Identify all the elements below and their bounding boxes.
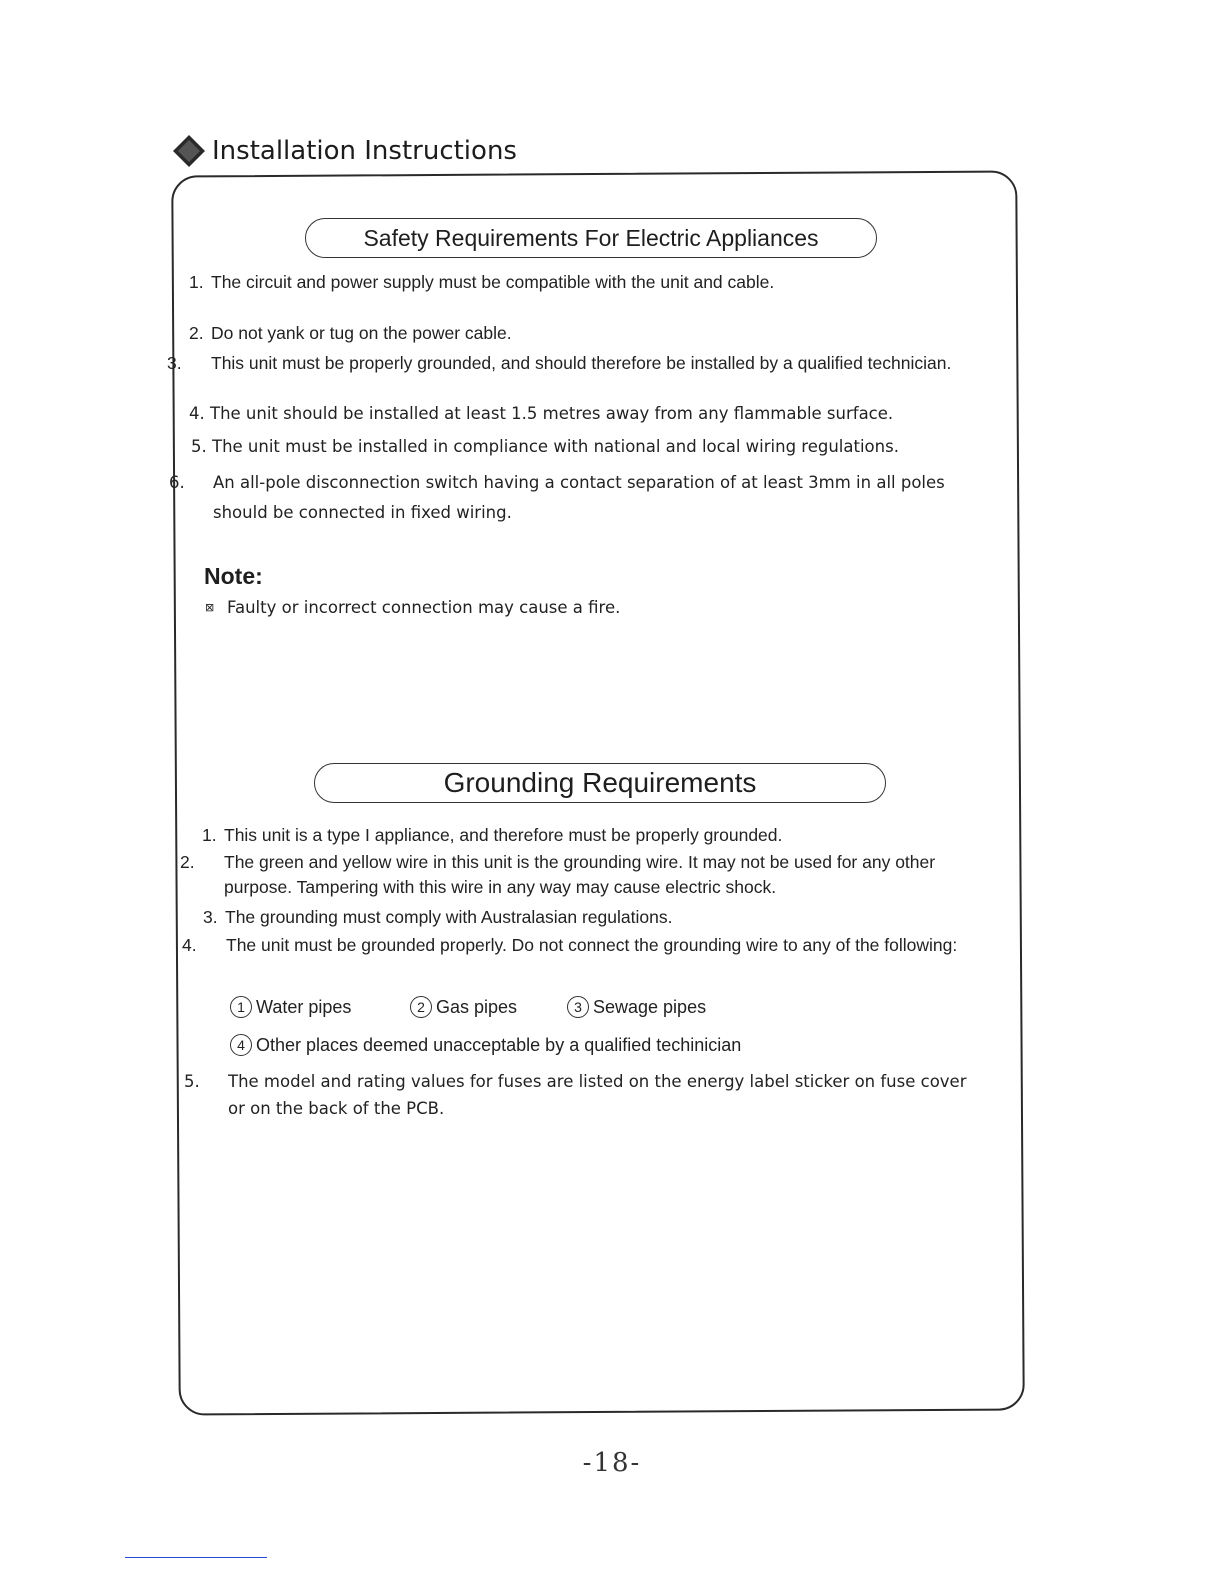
- item-text: The model and rating values for fuses are listed on the energy label sticker on fuse cover or on the back of the PCB.: [228, 1072, 967, 1118]
- safety-item: [167, 351, 969, 376]
- item-text: This unit is a type I appliance, and therefore must be properly grounded.: [224, 825, 783, 845]
- item-text: The grounding must comply with Australasian regulations.: [225, 907, 673, 927]
- place-item: [230, 996, 410, 1018]
- place-item: [230, 1034, 741, 1056]
- item-number: 2.: [180, 852, 195, 872]
- item-number: 4.: [182, 935, 197, 955]
- grounding-item: [203, 905, 993, 930]
- item-number: 5.: [184, 1072, 200, 1091]
- place-label: Gas pipes: [436, 996, 518, 1017]
- grounding-item: [202, 823, 992, 848]
- footer-divider: [125, 1557, 267, 1558]
- page-title: Installation Instructions: [212, 136, 517, 166]
- item-number: 6.: [169, 473, 185, 492]
- place-item: [410, 996, 567, 1018]
- grounding-item: [182, 933, 994, 958]
- forbidden-places-row: [230, 996, 706, 1018]
- circled-number-icon: 1: [230, 996, 252, 1018]
- place-label: Sewage pipes: [593, 996, 707, 1017]
- forbidden-places-row: [230, 1034, 741, 1056]
- checkbox-bullet-icon: ⊠: [205, 601, 215, 614]
- safety-item: [189, 321, 969, 346]
- item-number: 5.: [191, 437, 207, 456]
- section-header: [172, 134, 517, 168]
- safety-item: [189, 270, 969, 295]
- item-text: The unit must be installed in compliance with national and local wiring regulations.: [212, 437, 899, 456]
- item-number: 3.: [203, 907, 218, 927]
- item-number: 1.: [202, 825, 217, 845]
- item-text: The unit must be grounded properly. Do not connect the grounding wire to any of the following:: [226, 935, 958, 955]
- diamond-icon: [172, 134, 206, 168]
- safety-item: [189, 401, 969, 426]
- safety-title: Safety Requirements For Electric Appliances: [363, 224, 819, 251]
- circled-number-icon: 3: [567, 996, 589, 1018]
- item-number: 1.: [189, 272, 204, 292]
- note-line: [205, 598, 620, 617]
- grounding-item: [180, 850, 992, 900]
- item-text: The unit should be installed at least 1.5 metres away from any flammable surface.: [210, 404, 894, 423]
- safety-item: [169, 468, 951, 528]
- page-number: -18-: [582, 1448, 642, 1478]
- note-text: Faulty or incorrect connection may cause a fire.: [227, 598, 621, 617]
- place-label: Water pipes: [256, 996, 352, 1017]
- item-number: 2.: [189, 323, 204, 343]
- circled-number-icon: 4: [230, 1034, 252, 1056]
- circled-number-icon: 2: [410, 996, 432, 1018]
- item-number: 3.: [167, 353, 182, 373]
- grounding-heading: [314, 763, 886, 803]
- item-text: The green and yellow wire in this unit is the grounding wire. It may not be used for any other purpose. Tampering with this wire in any way may cause electric shock.: [224, 852, 936, 897]
- place-item: [567, 996, 706, 1018]
- grounding-item: [184, 1068, 986, 1122]
- item-text: Do not yank or tug on the power cable.: [211, 323, 512, 343]
- note-title: Note:: [204, 563, 263, 589]
- item-text: The circuit and power supply must be compatible with the unit and cable.: [211, 272, 775, 292]
- safety-item: [191, 434, 971, 459]
- item-number: 4.: [189, 404, 205, 423]
- item-text: This unit must be properly grounded, and should therefore be installed by a qualified technician.: [211, 353, 952, 373]
- item-text: An all-pole disconnection switch having a contact separation of at least 3mm in all poles should be connected in fixed wiring.: [213, 473, 945, 522]
- place-label: Other places deemed unacceptable by a qualified techinician: [256, 1034, 742, 1055]
- grounding-title: Grounding Requirements: [443, 767, 757, 798]
- safety-heading: [305, 218, 877, 258]
